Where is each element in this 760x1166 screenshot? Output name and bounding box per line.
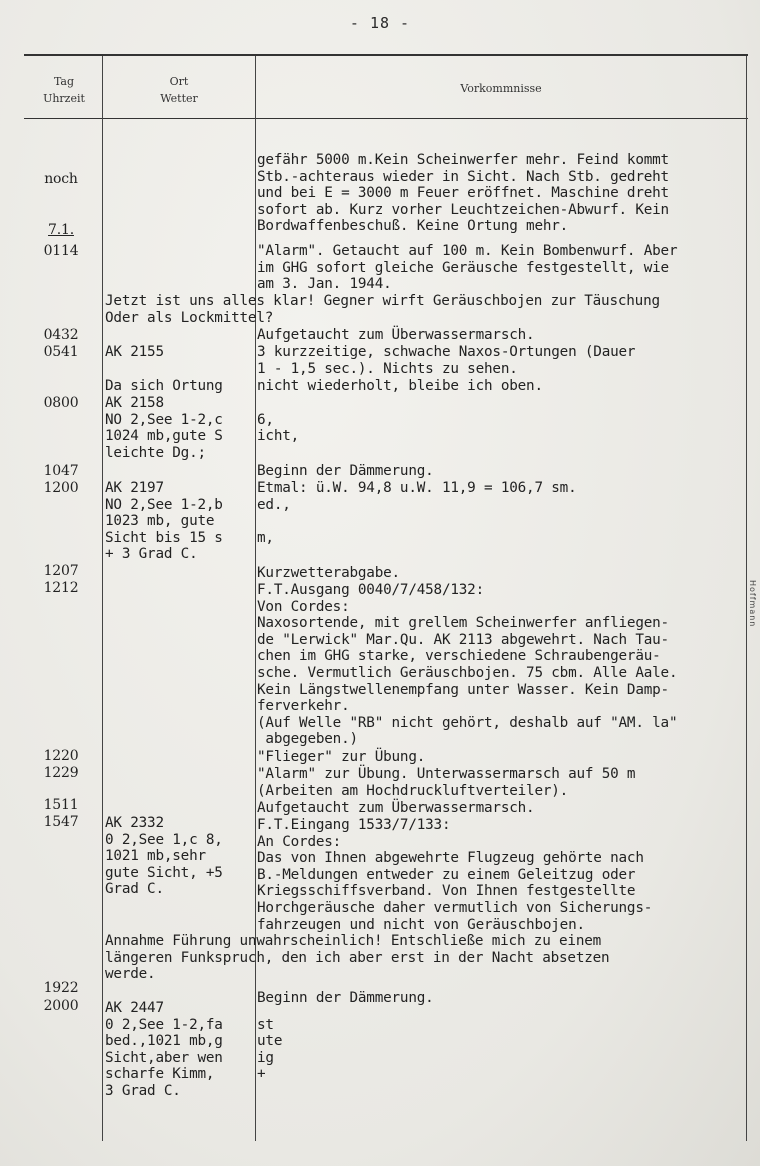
entry-occurrence: F.T.Ausgang 0040/7/458/132: Von Cordes: Naxosortende, mit grellem Scheinwerfer anfliegen- de "Lerwick" Mar.Qu. AK 2113 abgewehrt. Nach Tau- chen im GHG starke, verschiedene Schraubengeräu- sche. Vermutlich Geräuschbojen. 75 cbm. Alle Aale. Kein Längstwellenempfang unter Wasser. Kein Damp- ferverkehr. (Auf Welle "RB" nicht gehört, deshalb auf "AM. la" abgegeben.) — [257, 582, 678, 748]
entry-location-weather: AK 2155 — [105, 344, 164, 360]
entry-occurrence: "Flieger" zur Übung. — [257, 749, 426, 765]
entry-occurrence: Aufgetaucht zum Überwassermarsch. — [257, 327, 535, 343]
entry-location-weather: Da sich Ortung — [105, 378, 223, 394]
header-tag: Tag — [53, 75, 75, 88]
entry-occurrence: "Alarm" zur Übung. Unterwassermarsch auf 50 m (Arbeiten am Hochdruckluftverteiler). — [257, 766, 636, 799]
margin-note: Hoffmann — [748, 580, 757, 628]
entry-location-weather: Jetzt ist uns alles klar! Gegner wirft Geräuschbojen zur Täuschung Oder als Lockmittel? — [105, 293, 660, 326]
entry-time: 0541 — [43, 344, 79, 360]
entry-location-weather: AK 2332 0 2,See 1,c 8, 1021 mb,sehr gute Sicht, +5 Grad C. — [105, 815, 223, 898]
page-number: - 18 - — [349, 14, 411, 32]
date-value: 7.1. — [48, 222, 74, 238]
entry-occurrence: Kurzwetterabgabe. — [257, 565, 400, 581]
header-tag-uhrzeit — [28, 73, 100, 107]
entry-occurrence: Aufgetaucht zum Überwassermarsch. — [257, 800, 535, 816]
entry-occurrence: F.T.Eingang 1533/7/133: An Cordes: Das von Ihnen abgewehrte Flugzeug gehörte nach B.-Meldungen entweder zu einem Geleitzug oder Kriegsschiffsverband. Von Ihnen festgestellte Horchgeräusche daher vermutlich von Sicherungs- fahrzeugen und nicht von Geräuschbojen. — [257, 817, 653, 933]
header-wetter: Wetter — [160, 92, 198, 105]
entry-location-weather: AK 2447 0 2,See 1-2,fa bed.,1021 mb,g Sicht,aber wen scharfe Kimm, 3 Grad C. — [105, 1000, 223, 1099]
header-vorkommnisse: Vorkommnisse — [460, 82, 542, 95]
entry-time: 1511 — [43, 797, 79, 813]
entry-time: 0432 — [43, 327, 79, 343]
entry-location-weather: Annahme Führung unwahrscheinlich! Entschließe mich zu einem längeren Funkspruch, den ich aber erst in der Nacht absetzen werde. — [105, 933, 610, 983]
entry-occurrence: 6, icht, — [257, 411, 300, 445]
header-uhrzeit: Uhrzeit — [43, 92, 85, 105]
entry-occurrence: Beginn der Dämmerung. — [257, 990, 434, 1006]
entry-time: 1220 — [43, 748, 79, 764]
header-ort-wetter — [104, 73, 254, 107]
entry-time: 1922 — [43, 980, 79, 996]
entry-time: 1229 — [43, 765, 79, 781]
table-top-rule — [24, 54, 748, 56]
entry-occurrence: "Alarm". Getaucht auf 100 m. Kein Bombenwurf. Aber im GHG sofort gleiche Geräusche festgestellt, wie am 3. Jan. 1944. — [257, 243, 678, 293]
entry-time: 1212 — [43, 580, 79, 596]
entry-time: 0114 — [43, 243, 79, 259]
entry-occurrence: nicht wiederholt, bleibe ich oben. — [257, 378, 543, 394]
date-noch: noch — [44, 171, 78, 187]
header-bottom-rule — [24, 118, 748, 119]
entry-occurrence: gefähr 5000 m.Kein Scheinwerfer mehr. Feind kommt Stb.-achteraus wieder in Sicht. Nach Stb. gedreht und bei E = 3000 m Feuer eröffnet. Maschine dreht sofort ab. Kurz vorher Leuchtzeichen-Abwurf. Kein Bordwaffenbeschuß. Keine Ortung mehr. — [257, 152, 669, 235]
entry-time: 1200 — [43, 480, 79, 496]
entry-time: 1047 — [43, 463, 79, 479]
column-divider-1 — [102, 56, 103, 1141]
right-table-border — [746, 56, 747, 1141]
entry-time: 1207 — [43, 563, 79, 579]
entry-time: 1547 — [43, 814, 79, 830]
entry-location-weather: AK 2197 NO 2,See 1-2,b 1023 mb, gute Sicht bis 15 s + 3 Grad C. — [105, 480, 223, 563]
entry-occurrence: 3 kurzzeitige, schwache Naxos-Ortungen (Dauer 1 - 1,5 sec.). Nichts zu sehen. — [257, 344, 636, 377]
header-ort: Ort — [169, 75, 189, 88]
entry-occurrence: Beginn der Dämmerung. — [257, 463, 434, 479]
entry-time: 2000 — [43, 998, 79, 1014]
entry-time: 0800 — [43, 395, 79, 411]
entry-occurrence: st ute ig + — [257, 1016, 283, 1083]
entry-location-weather: AK 2158 NO 2,See 1-2,c 1024 mb,gute S leichte Dg.; — [105, 395, 223, 461]
entry-occurrence: Etmal: ü.W. 94,8 u.W. 11,9 = 106,7 sm. ed., m, — [257, 480, 577, 546]
